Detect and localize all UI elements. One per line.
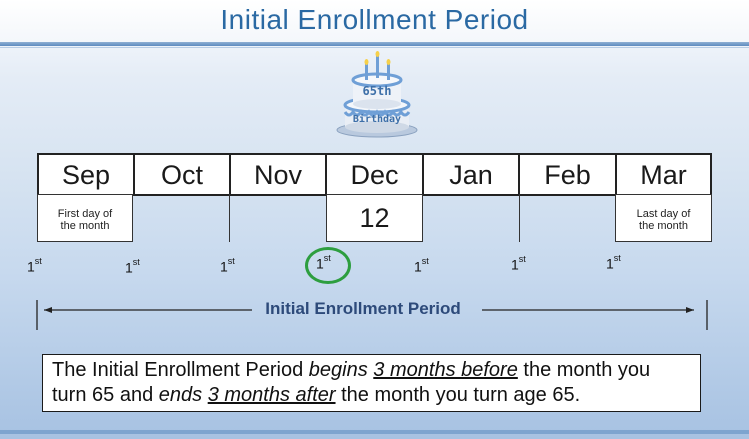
birthday-cake-icon <box>331 50 423 142</box>
dec-day: 12 <box>359 203 390 233</box>
mar-note-cell <box>615 194 712 242</box>
first-label-dec: 1st <box>316 253 331 272</box>
cake-text-65th: 65th <box>362 84 392 98</box>
first-label-sep: 1st <box>27 256 42 275</box>
first-label-feb: 1st <box>511 254 526 273</box>
explanation-box: The Initial Enrollment Period begins 3 months before the month you turn 65 and ends 3 months after the month you turn age 65. <box>42 354 701 412</box>
cake-text-birthday: Birthday <box>352 114 402 125</box>
month-dec: Dec <box>325 153 424 196</box>
month-feb: Feb <box>518 153 617 196</box>
mar-note-line1: Last day of <box>636 208 691 220</box>
month-jan: Jan <box>422 153 520 196</box>
top-divider <box>0 42 749 46</box>
first-label-oct: 1st <box>125 257 140 276</box>
period-label: Initial Enrollment Period <box>265 299 461 318</box>
sep-note-cell <box>37 194 133 242</box>
first-label-nov: 1st <box>220 256 235 275</box>
month-mar: Mar <box>615 153 712 196</box>
top-divider-thin <box>0 47 749 48</box>
mar-note-line2: the month <box>639 220 688 232</box>
month-nov: Nov <box>229 153 327 196</box>
month-sep: Sep <box>37 153 135 196</box>
jan-feb-divider <box>519 194 520 242</box>
bottom-divider <box>0 430 749 434</box>
month-oct: Oct <box>133 153 231 196</box>
first-label-jan: 1st <box>414 256 429 275</box>
oct-nov-divider <box>229 194 230 242</box>
first-label-mar: 1st <box>606 253 621 272</box>
dec-day-cell <box>326 194 423 242</box>
sep-note-line2: the month <box>60 220 110 232</box>
sep-note-line1: First day of <box>57 208 113 220</box>
page-title: Initial Enrollment Period <box>220 4 529 35</box>
